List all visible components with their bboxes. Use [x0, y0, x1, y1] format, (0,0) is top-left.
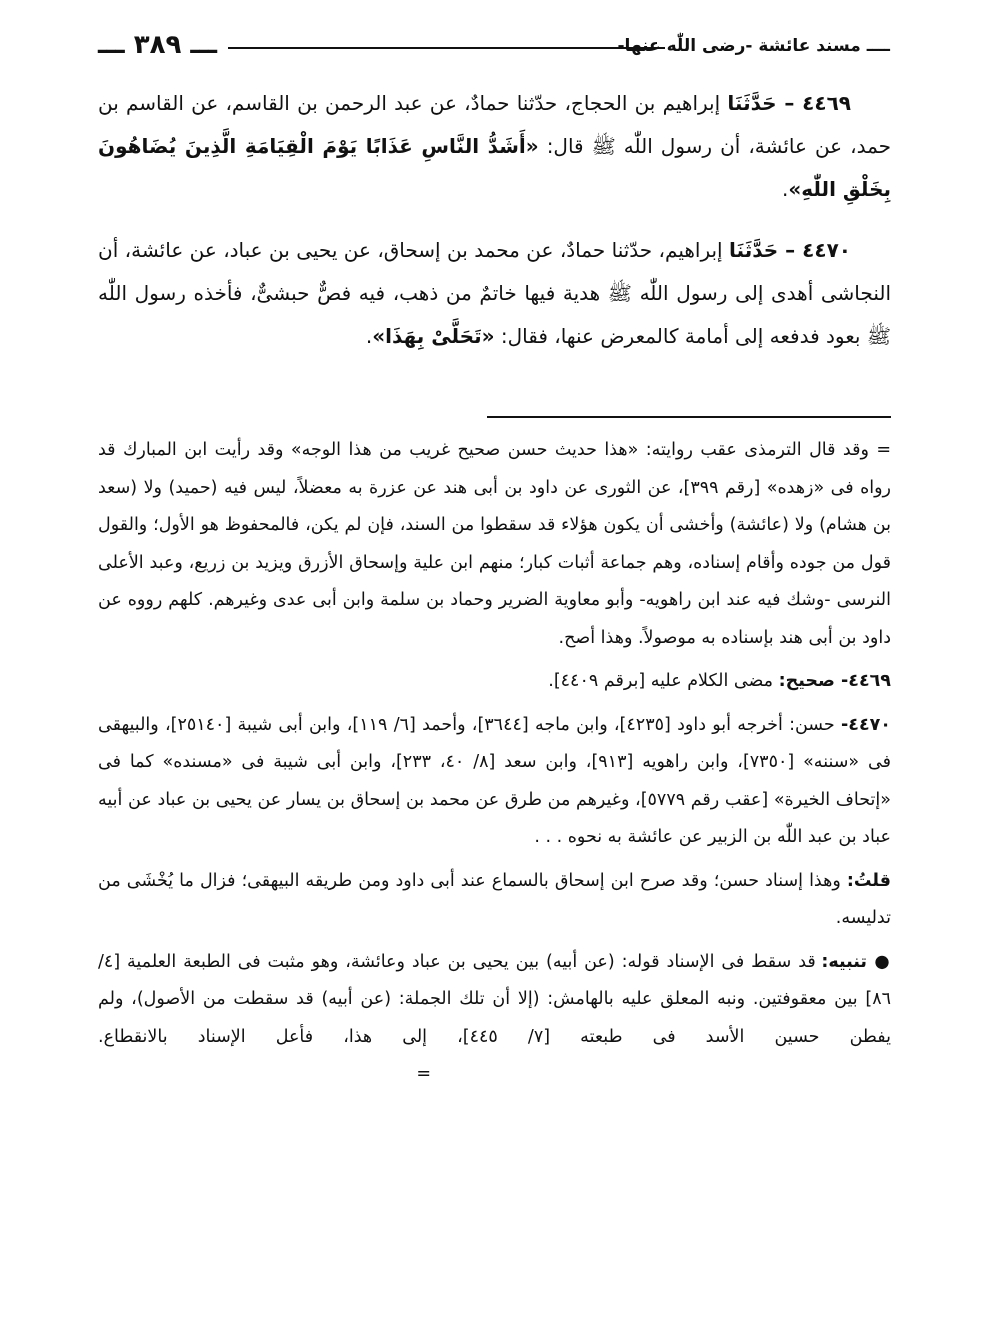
tanbih-text: قد سقط فى الإسناد قوله: (عن أبيه) بين يحيى بن عباد وعائشة، وهو مثبت فى الطبعة العلمية [٤/ ٨٦] بين معقوفتين. ونبه المعلق عليه بالهامش: (إلا أن تلك الجملة: (عن أبيه) قد سقطت من الأصول)، ولم يفطن حسين الأسد فى طبعته [٧/ ٤٤٥]، إلى هذا، فأعل الإسناد بالانقطاع. [98, 951, 892, 1047]
hadith-isnad: إبراهيم، حدّثنا حمادٌ، عن محمد بن إسحاق، عن يحيى بن عباد، عن عائشة، أن النجاشى أهدى إلى رسول اللّٰه ﷺ هدية فيها خاتمٌ من ذهب، فيه فصٌّ حبشىٌّ، فأخذه رسول اللّٰه ﷺ بعود فدفعه إلى أمامة كالمعرض عنها، فقال: [98, 238, 891, 348]
hadith-number: ٤٤٧٠ [802, 238, 851, 262]
hadith-lead: حَدَّثَنَا [727, 91, 777, 115]
hadith-dash: – [776, 91, 803, 115]
qultu-text: وهذا إسناد حسن؛ وقد صرح ابن إسحاق بالسماع عند أبى داود ومن طريقه البيهقى؛ فزال ما يُخْشَى من تدليسه. [98, 870, 891, 928]
footnote-4470 [98, 707, 891, 857]
footnotes [98, 432, 891, 1100]
footnote-separator [487, 416, 891, 418]
hadith-tail: . [365, 324, 373, 348]
hadith-matn: «تَحَلَّىْ بِهَذَا» [372, 324, 495, 348]
running-title: ــــ مسند عائشة -رضى اللّٰه عنها- [617, 36, 890, 56]
hadith-isnad: إبراهيم بن الحجاج، حدّثنا حمادٌ، عن عبد الرحمن بن القاسم، عن القاسم بن حمد، عن عائشة، أن رسول اللّٰه ﷺ قال: [98, 91, 891, 158]
footnote-qultu [98, 863, 891, 938]
hadith-4470 [98, 229, 891, 358]
footnote-tanbih [98, 944, 891, 1094]
footnote-continuation: = وقد قال الترمذى عقب روايته: «هذا حديث حسن صحيح غريب من هذا الوجه» وقد رأيت ابن المبارك قد رواه فى «زهده» [رقم ٣٩٩]، عن الثورى عن داود بن أبى هند عن عزرة به معضلاً، ليس فيه (حميد) ولا (سعد بن هشام) ولا (عائشة) وأخشى أن يكون هؤلاء قد سقطوا من السند، فإن لم يكن، فالمحفوظ هو الأول؛ والقول قول من جوده وأقام إسناده، وهم جماعة أثبات كبار؛ منهم ابن علية وإسحاق الأزرق ويزيد بن زريع، وعبد الأعلى النرسى -وشك فيه عند ابن راهويه- وأبو معاوية الضرير وحماد بن سلمة وابن أبى عدى وغيرهم. كلهم رووه عن داود بن أبى هند بإسناده به موصولاً. وهذا أصح. [98, 440, 892, 648]
footnote-text: حسن: أخرجه أبو داود [٤٢٣٥]، وابن ماجه [٣٦٤٤]، وأحمد [٦/ ١١٩]، وابن أبى شيبة [٢٥١٤٠]، والبيهقى فى «سننه» [٧٣٥٠]، وابن راهويه [٩١٣]، وابن سعد [٨/ ٤٠، ٢٣٣]، وابن أبى شيبة فى «مسنده» كما فى «إتحاف الخيرة» [عقب رقم ٥٧٧٩]، وغيرهم من طرق عن محمد بن إسحاق بن يسار عن يحيى بن عباد عن أبيه عباد بن عبد اللّٰه بن الزبير عن عائشة به نحوه . . . [98, 714, 891, 847]
hadith-tail: . [781, 177, 789, 201]
hadith-lead: حَدَّثَنَا [729, 238, 779, 262]
hadith-matn: «أَشَدُّ النَّاسِ عَذَابًا يَوْمَ الْقِيَامَةِ الَّذِينَ يُضَاهُونَ بِخَلْقِ اللّٰهِ» [98, 134, 891, 201]
footnote-text: مضى الكلام عليه [برقم ٤٤٠٩]. [548, 671, 779, 691]
footnote-4469 [98, 663, 891, 701]
page-header [98, 28, 890, 68]
footnote-label: ٤٤٧٠- [841, 714, 891, 735]
qultu-label: قلتُ: [846, 870, 891, 891]
main-text [98, 82, 891, 376]
continuation-marker: = [416, 1064, 431, 1084]
hadith-dash: – [778, 238, 803, 262]
header-rule [228, 47, 665, 49]
footnote-label: ٤٤٦٩- صحيح: [778, 671, 891, 691]
hadith-number: ٤٤٦٩ [802, 91, 851, 115]
tanbih-label: ● تنبيه: [821, 951, 891, 972]
page-number: ـــ ٣٨٩ ـــ [98, 30, 218, 60]
hadith-4469 [98, 82, 891, 211]
